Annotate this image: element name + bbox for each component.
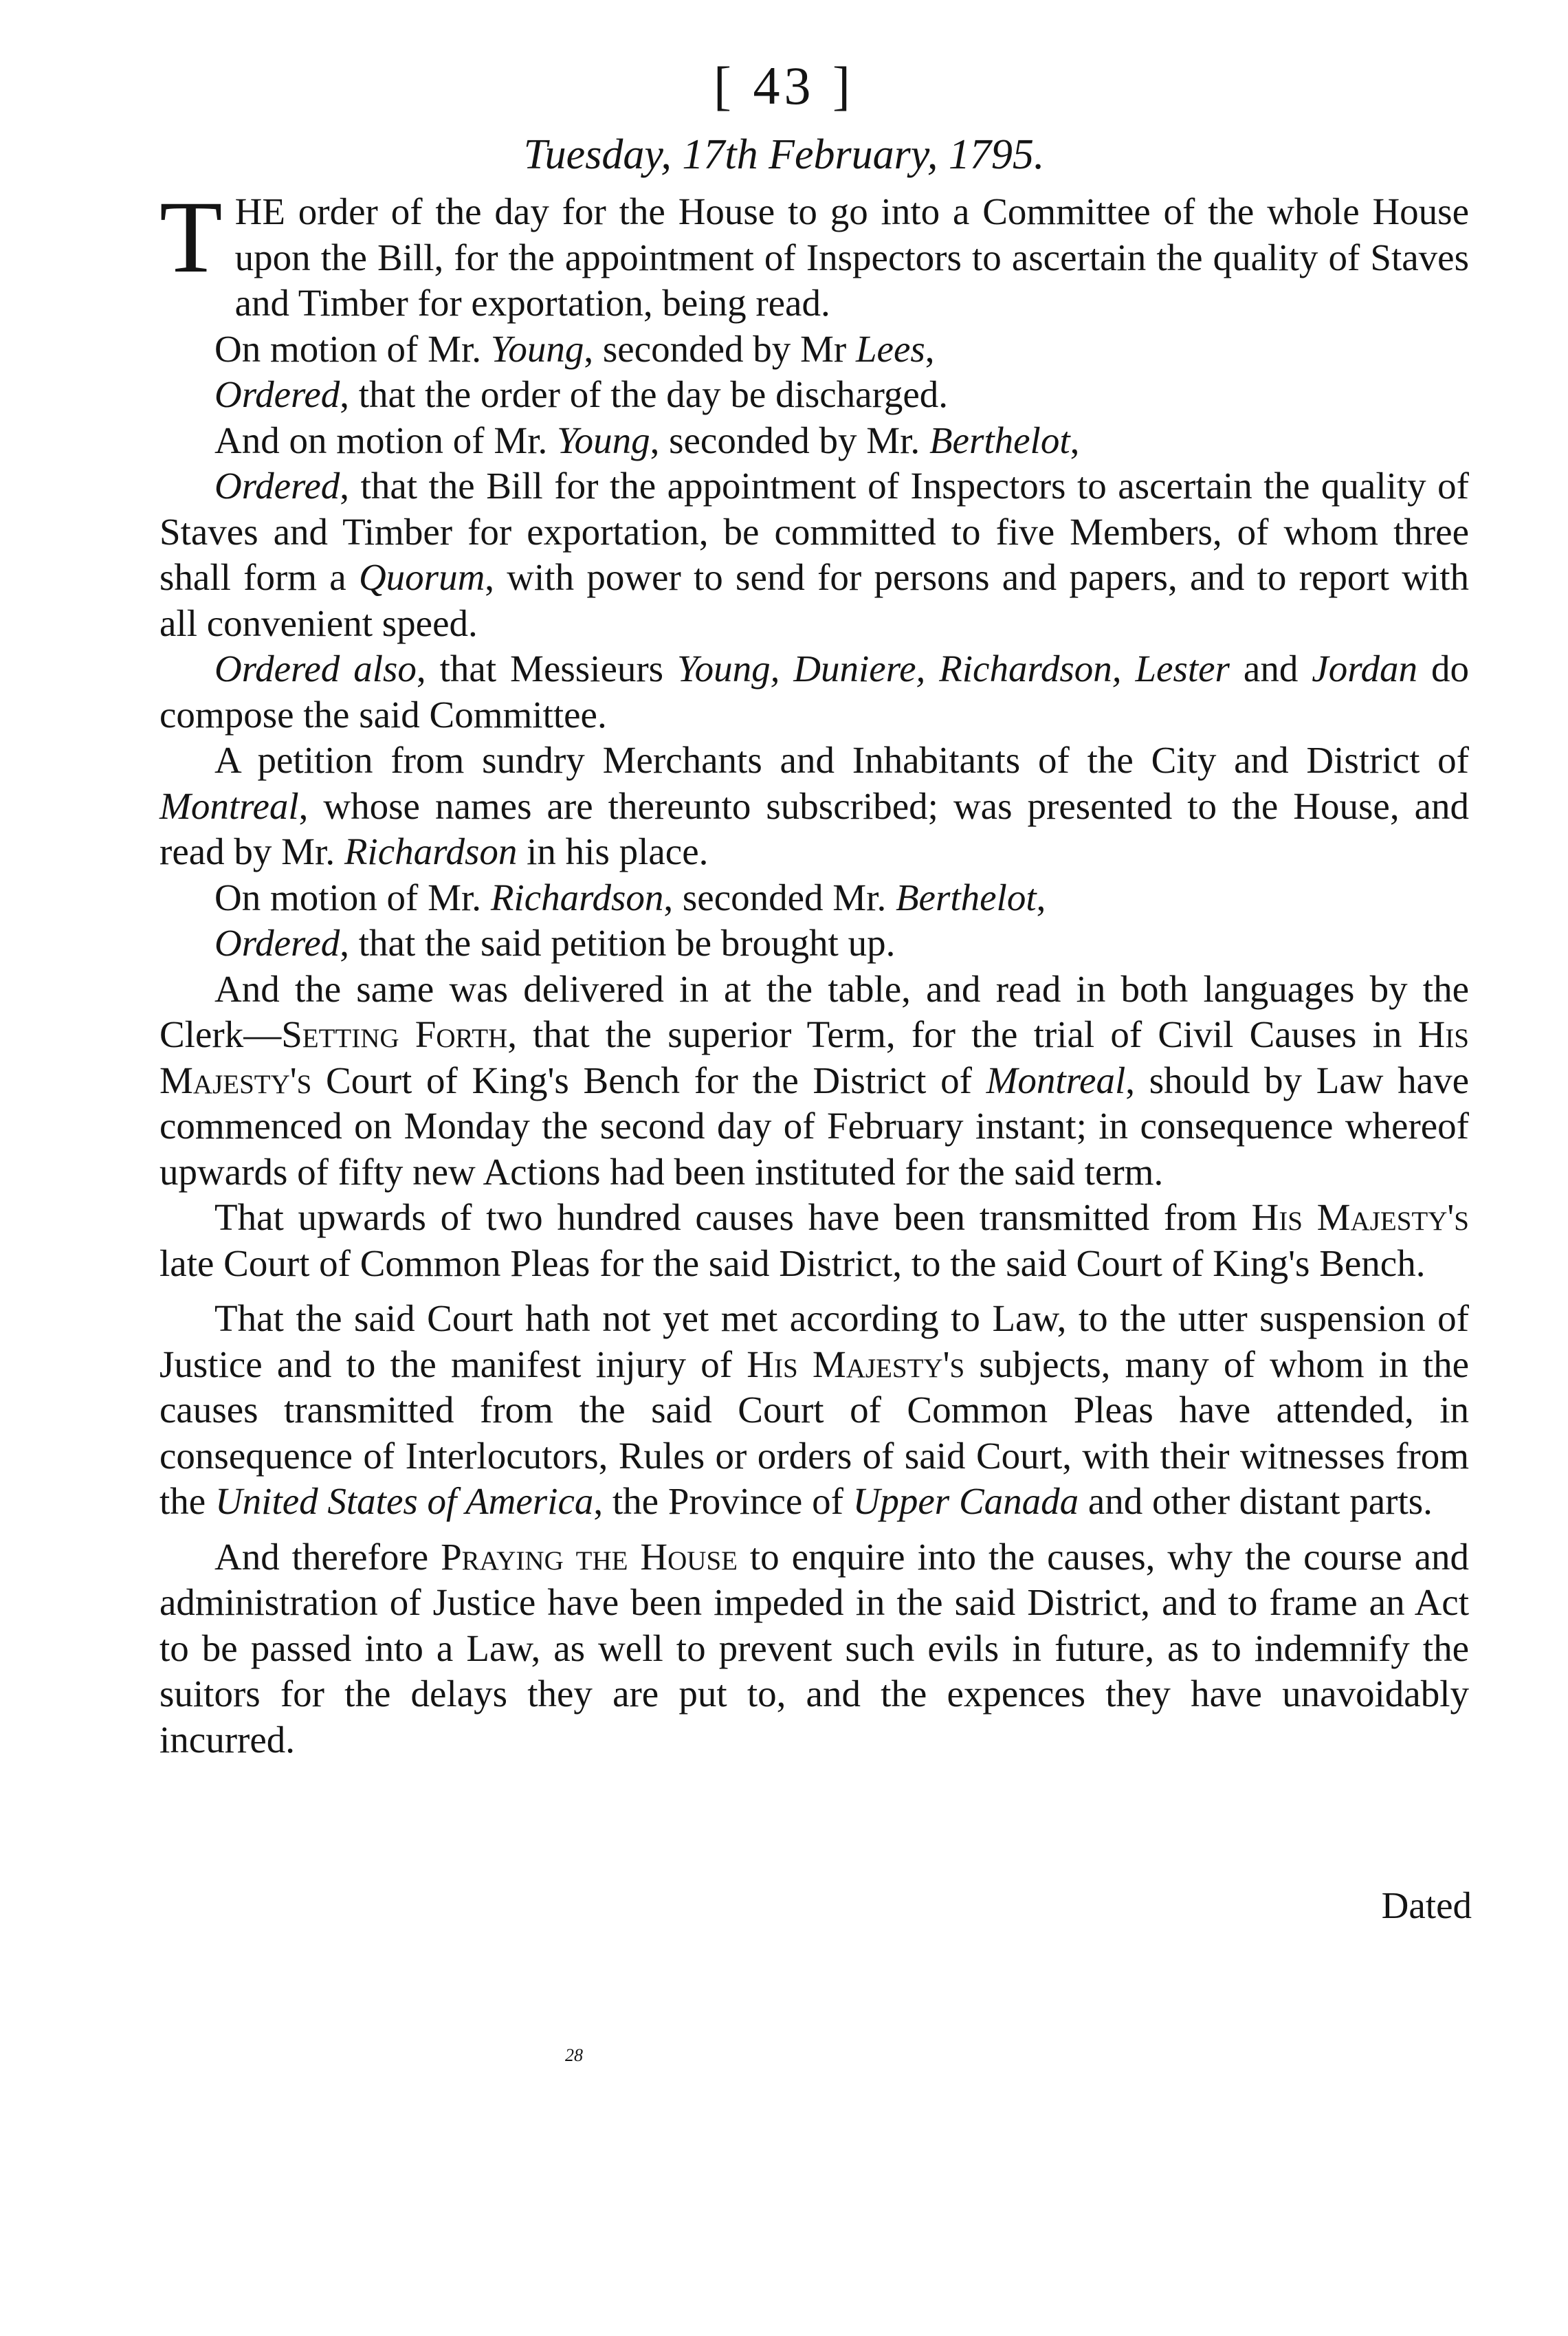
paragraph-13: And therefore Praying the House to enquire into the causes, why the course and administration of Justice have been impeded in the said District, and to frame an Act to be passed into a Law, as well to prevent such evils in future, as to indemnify the suitors for the delays they are put to, and the expences they have unavoidably incurred.	[159, 1535, 1469, 1761]
page-number: [ 43 ]	[714, 56, 854, 115]
drop-cap: T	[159, 180, 223, 294]
paragraph-2: On motion of Mr. Young, seconded by Mr Lees,	[214, 327, 935, 370]
signature-mark: 28	[565, 2045, 583, 2065]
paragraph-4: And on motion of Mr. Young, seconded by Mr. Berthelot,	[214, 419, 1080, 461]
paragraph-12: That the said Court hath not yet met according to Law, to the utter suspension of Justice and to the manifest injury of His Majesty's subjects, many of whom in the causes transmitted from the said Court of Common Pleas have attended, in consequence of Interlocutors, Rules or orders of said Court, with their witnesses from the United States of America, the Province of Upper Canada and other distant parts.	[159, 1297, 1469, 1522]
paragraph-1: THE order of the day for the House to go into a Committee of the whole House upon the Bill, for the appointment of Inspectors to ascertain the quality of Staves and Timber for exportation, being read.	[159, 180, 1469, 324]
dateline: Tuesday, 17th February, 1795.	[523, 131, 1045, 178]
paragraph-11: That upwards of two hundred causes have been transmitted from His Majesty's late Court of Common Pleas for the said District, to the said Court of King's Bench.	[159, 1196, 1469, 1284]
paragraph-9: Ordered, that the said petition be brought up.	[214, 922, 896, 964]
paragraph-6: Ordered also, that Messieurs Young, Duniere, Richardson, Lester and Jordan do compose the said Committee.	[159, 648, 1470, 736]
paragraph-5: Ordered, that the Bill for the appointment of Inspectors to ascertain the quality of Staves and Timber for exportation, be committed to five Members, of whom three shall form a Quorum, with power to send for persons and papers, and to report with all convenient speed.	[159, 465, 1469, 644]
catchword: Dated	[1381, 1884, 1472, 1926]
body-text	[159, 180, 1470, 1763]
paragraph-3: Ordered, that the order of the day be discharged.	[214, 373, 949, 415]
paragraph-10: And the same was delivered in at the table, and read in both languages by the Clerk—Setting Forth, that the superior Term, for the trial of Civil Causes in His Majesty's Court of King's Bench for the District of Montreal, should by Law have commenced on Monday the second day of February instant; in consequence whereof upwards of fifty new Actions had been instituted for the said term.	[159, 967, 1469, 1193]
paragraph-8: On motion of Mr. Richardson, seconded Mr. Berthelot,	[214, 876, 1046, 918]
paragraph-7: A petition from sundry Merchants and Inhabitants of the City and District of Montreal, whose names are thereunto subscribed; was presented to the House, and read by Mr. Richardson in his place.	[159, 739, 1469, 872]
